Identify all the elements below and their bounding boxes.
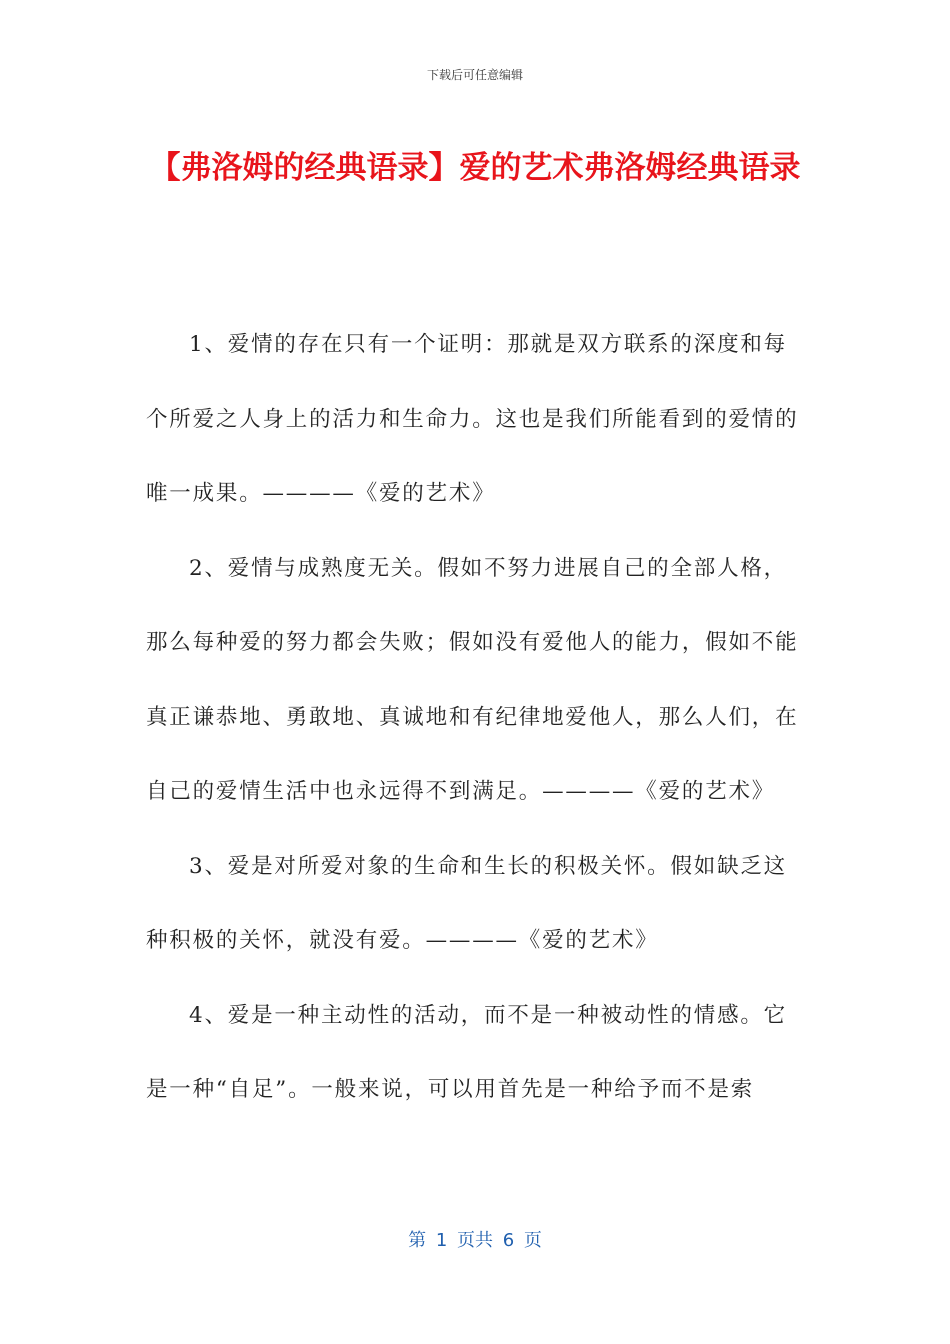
footer-prefix: 第 (408, 1230, 427, 1251)
header-note: 下载后可任意编辑 (426, 68, 523, 82)
document-body (146, 308, 806, 1128)
footer-middle: 页共 (457, 1230, 493, 1251)
quote-paragraph-1: 1、爱情的存在只有一个证明：那就是双方联系的深度和每个所爱之人身上的活力和生命力。这也是我们所能看到的爱情的唯一成果。————《爱的艺术》 (146, 332, 799, 506)
footer-page-number: 1 (435, 1230, 448, 1251)
quote-paragraph-2: 2、爱情与成熟度无关。假如不努力进展自己的全部人格，那么每种爱的努力都会失败；假如没有爱他人的能力，假如不能真正谦恭地、勇敢地、真诚地和有纪律地爱他人，那么人们，在自己的爱情生活中也永远得不到满足。————《爱的艺术》 (146, 555, 799, 804)
footer-suffix: 页 (523, 1230, 542, 1251)
page-footer (0, 1226, 950, 1252)
quote-paragraph-4: 4、爱是一种主动性的活动，而不是一种被动性的情感。它是一种“自足”。一般来说，可以用首先是一种给予而不是索 (146, 1002, 787, 1102)
footer-total-pages: 6 (502, 1230, 515, 1251)
quote-paragraph-3: 3、爱是对所爱对象的生命和生长的积极关怀。假如缺乏这种积极的关怀，就没有爱。————《爱的艺术》 (146, 853, 787, 953)
document-title: 【弗洛姆的经典语录】爱的艺术弗洛姆经典语录 (149, 150, 801, 186)
